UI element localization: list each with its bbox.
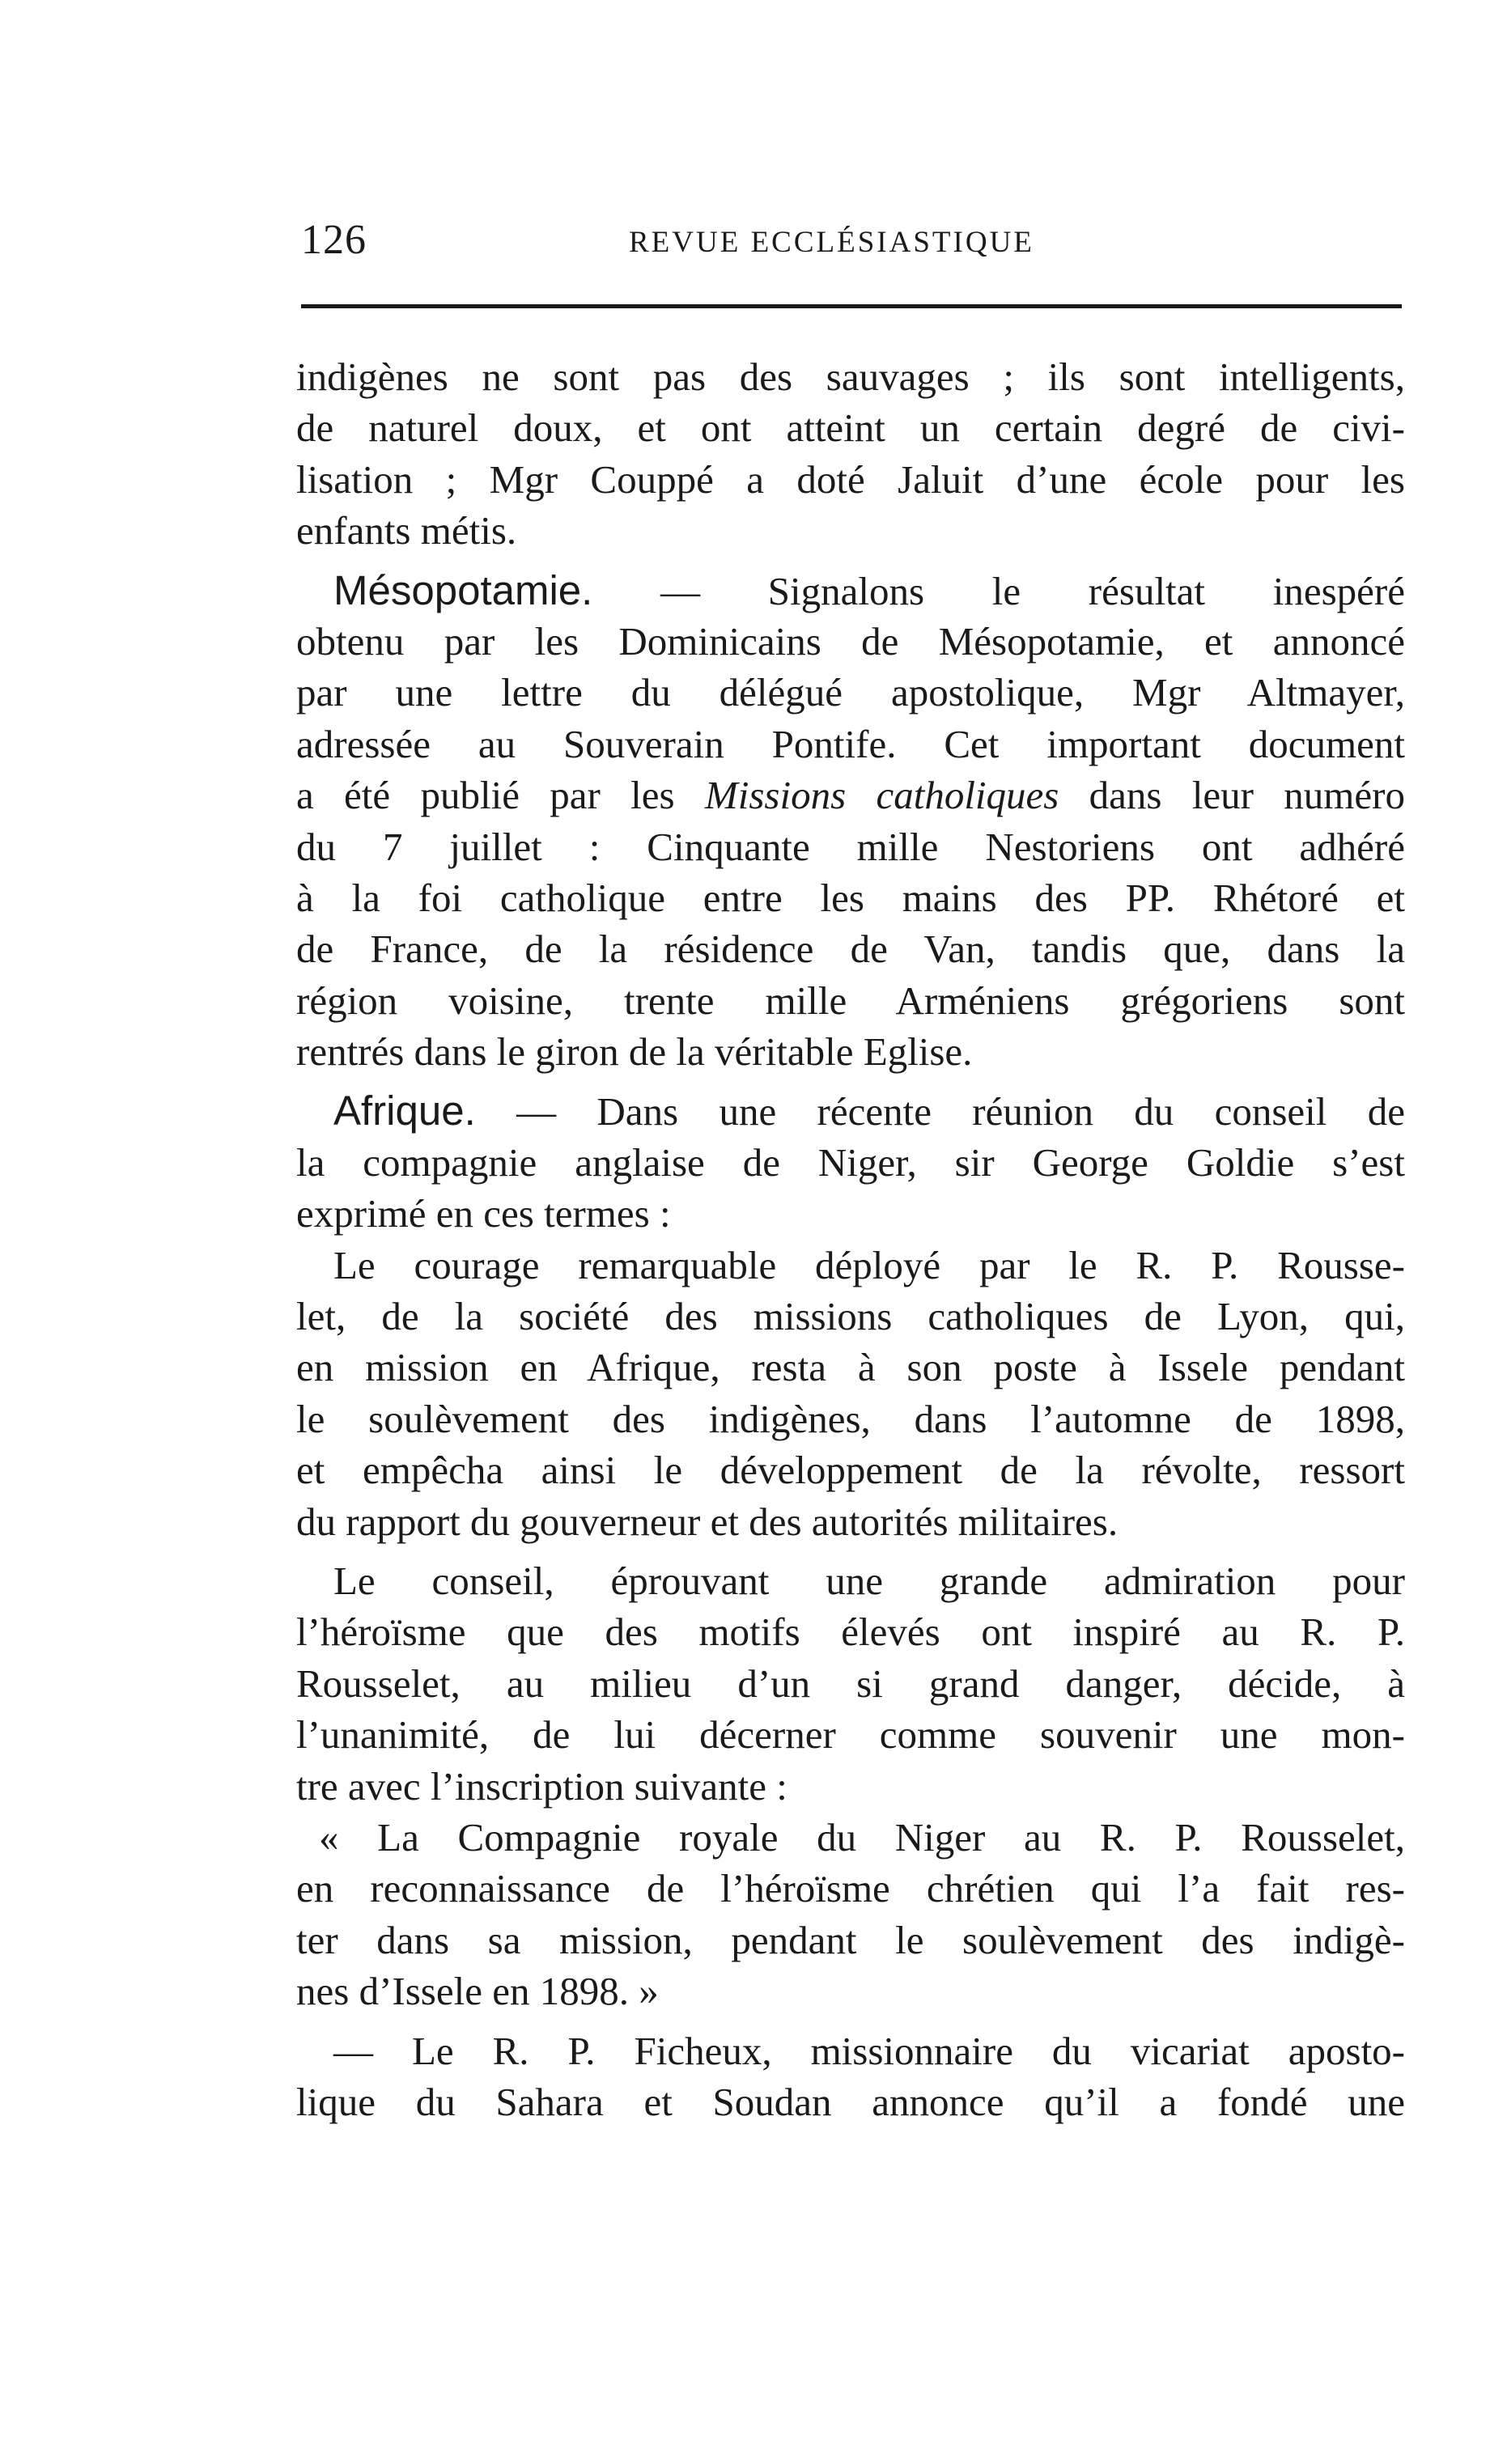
text-line: ter dans sa mission, pendant le soulèvement des indigè- <box>296 1917 1405 1962</box>
text-line: exprimé en ces termes : <box>296 1191 671 1236</box>
text-line: région voisine, trente mille Arméniens grégoriens sont <box>296 978 1405 1023</box>
text-line: en reconnaissance de l’héroïsme chrétien qui l’a fait res- <box>296 1866 1405 1911</box>
text-line: let, de la société des missions catholiques de Lyon, qui, <box>296 1294 1405 1339</box>
text-line: rentrés dans le giron de la véritable Eglise. <box>296 1029 973 1075</box>
section-line-mesopotamie <box>296 565 1405 616</box>
header-rule <box>301 304 1402 308</box>
text-line: nes d’Issele en 1898. » <box>296 1969 659 2014</box>
text-line: de naturel doux, et ont atteint un certain degré de civi- <box>296 405 1405 451</box>
page-number: 126 <box>301 217 367 263</box>
text-line: — Le R. P. Ficheux, missionnaire du vicariat aposto- <box>333 2028 1405 2073</box>
section-heading-afrique: Afrique. <box>333 1088 476 1134</box>
text-line: l’héroïsme que des motifs élevés ont inspiré au R. P. <box>296 1609 1405 1655</box>
text-span: — Signalons le résultat inespéré <box>592 568 1405 613</box>
text-line: lisation ; Mgr Couppé a doté Jaluit d’une école pour les <box>296 456 1405 502</box>
text-line: en mission en Afrique, resta à son poste à Issele pendant <box>296 1345 1405 1390</box>
text-line: obtenu par les Dominicains de Mésopotamie, et annoncé <box>296 618 1405 664</box>
text-span: — Dans une récente réunion du conseil de <box>475 1089 1405 1134</box>
text-line: « La Compagnie royale du Niger au R. P. Rousselet, <box>319 1814 1405 1860</box>
text-line: par une lettre du délégué apostolique, Mgr Altmayer, <box>296 670 1405 715</box>
text-line: de France, de la résidence de Van, tandis que, dans la <box>296 927 1405 972</box>
text-line: tre avec l’inscription suivante : <box>296 1763 787 1809</box>
section-line-afrique <box>296 1085 1405 1136</box>
text-line: adressée au Souverain Pontife. Cet important document <box>296 721 1405 766</box>
body-text <box>296 351 1405 2127</box>
text-line: Rousselet, au milieu d’un si grand danger, décide, à <box>296 1660 1405 1706</box>
text-line: lique du Sahara et Soudan annonce qu’il a fondé une <box>296 2079 1405 2124</box>
text-span: dans leur numéro <box>1059 773 1405 818</box>
text-line: l’unanimité, de lui décerner comme souvenir une mon- <box>296 1712 1405 1758</box>
section-heading-mesopotamie: Mésopotamie. <box>333 566 593 613</box>
text-line: indigènes ne sont pas des sauvages ; ils sont intelligents, <box>296 354 1405 399</box>
running-title: REVUE ECCLÉSIASTIQUE <box>629 226 1034 259</box>
text-line: du 7 juillet : Cinquante mille Nestoriens ont adhéré <box>296 824 1405 869</box>
text-span: a été publié par les <box>296 773 705 818</box>
text-line: la compagnie anglaise de Niger, sir George Goldie s’est <box>296 1139 1405 1185</box>
text-line-with-italic <box>296 770 1405 821</box>
text-line: à la foi catholique entre les mains des PP. Rhétoré et <box>296 875 1405 920</box>
text-line: le soulèvement des indigènes, dans l’automne de 1898, <box>296 1396 1405 1441</box>
text-line: Le courage remarquable déployé par le R. P. Rousse- <box>333 1242 1405 1287</box>
text-line: enfants métis. <box>296 508 517 553</box>
journal-title: Missions catholiques <box>704 773 1059 818</box>
text-line: et empêcha ainsi le développement de la révolte, ressort <box>296 1448 1405 1493</box>
running-head <box>301 212 1402 269</box>
text-line: du rapport du gouverneur et des autorités militaires. <box>296 1499 1119 1544</box>
text-line: Le conseil, éprouvant une grande admiration pour <box>333 1558 1405 1603</box>
